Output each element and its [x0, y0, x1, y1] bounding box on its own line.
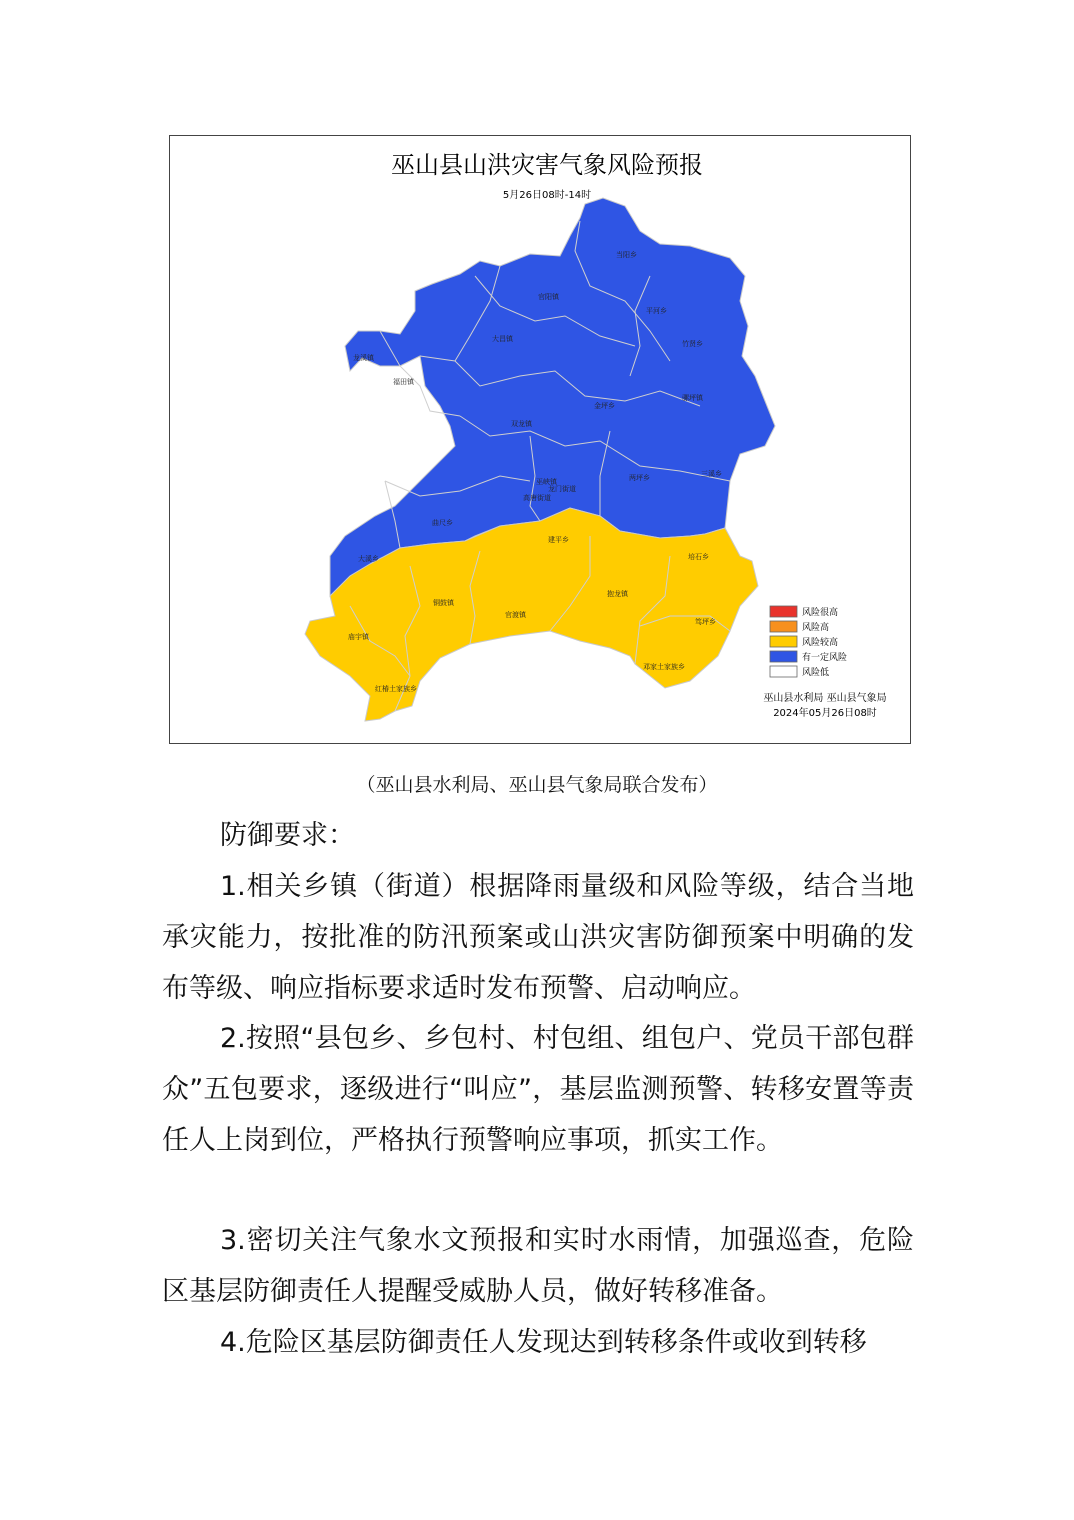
town-label: 巫峡镇 [536, 478, 557, 486]
map-title: 巫山县山洪灾害气象风险预报 [391, 151, 703, 179]
town-label: 铜鼓镇 [433, 599, 454, 607]
town-label: 培石乡 [688, 553, 709, 561]
town-label: 邓家土家族乡 [643, 663, 685, 671]
town-label: 红椿土家族乡 [375, 685, 417, 693]
town-label: 龙门街道 [548, 485, 576, 493]
town-label: 抱龙镇 [607, 590, 628, 598]
requirement-item: 1.相关乡镇（街道）根据降雨量级和风险等级，结合当地承灾能力，按批准的防汛预案或山洪灾害防御预案中明确的发布等级、响应指标要求适时发布预警、启动响应。 [162, 871, 914, 1004]
legend-swatch-low [770, 666, 797, 677]
map-publisher: 巫山县水利局 巫山县气象局 [763, 693, 887, 704]
town-label: 高唐街道 [523, 494, 551, 502]
town-label: 三溪乡 [701, 470, 722, 478]
legend-label: 风险低 [802, 668, 830, 678]
map-legend [770, 606, 847, 678]
town-label: 曲尺乡 [432, 519, 453, 527]
town-label: 福田镇 [393, 378, 414, 386]
legend-label: 风险很高 [802, 608, 839, 618]
requirement-item: 4.危险区基层防御责任人发现达到转移条件或收到转移 [220, 1327, 867, 1358]
requirement-item: 2.按照“县包乡、乡包村、村包组、组包户、党员干部包群众”五包要求，逐级进行“叫应”，基层监测预警、转移安置等责任人上岗到位，严格执行预警响应事项，抓实工作。 [162, 1023, 914, 1156]
legend-label: 有一定风险 [802, 653, 848, 663]
legend-label: 风险较高 [802, 638, 839, 648]
legend-swatch-very-high [770, 606, 797, 617]
legend-label: 风险高 [802, 623, 830, 633]
section-heading: 防御要求： [220, 820, 355, 851]
town-label: 竹贤乡 [682, 340, 703, 348]
town-label: 大昌镇 [492, 335, 513, 343]
town-label: 双龙镇 [511, 420, 532, 428]
town-label: 官渡镇 [505, 611, 526, 619]
legend-swatch-some-risk [770, 651, 797, 662]
town-label: 建平乡 [548, 536, 569, 544]
town-label: 金坪乡 [594, 402, 615, 410]
legend-swatch-high [770, 621, 797, 632]
risk-map [170, 136, 910, 743]
town-label: 龙溪镇 [353, 354, 374, 362]
town-label: 大溪乡 [358, 555, 379, 563]
town-label: 笃坪乡 [695, 618, 716, 626]
legend-swatch-elevated [770, 636, 797, 647]
town-label: 骡坪镇 [682, 394, 703, 402]
map-subtitle: 5月26日08时-14时 [502, 190, 592, 201]
town-label: 两坪乡 [629, 474, 650, 482]
requirement-item: 3.密切关注气象水文预报和实时水雨情，加强巡查，危险区基层防御责任人提醒受威胁人员，做好转移准备。 [162, 1225, 914, 1307]
town-label: 官阳镇 [538, 293, 559, 301]
town-label: 平河乡 [646, 307, 667, 315]
risk-map-figure [169, 135, 911, 744]
map-issue-time: 2024年05月26日08时 [773, 708, 877, 719]
town-label: 当阳乡 [616, 251, 637, 259]
town-label: 庙宇镇 [348, 633, 369, 641]
figure-caption: （巫山县水利局、巫山县气象局联合发布） [356, 774, 718, 796]
